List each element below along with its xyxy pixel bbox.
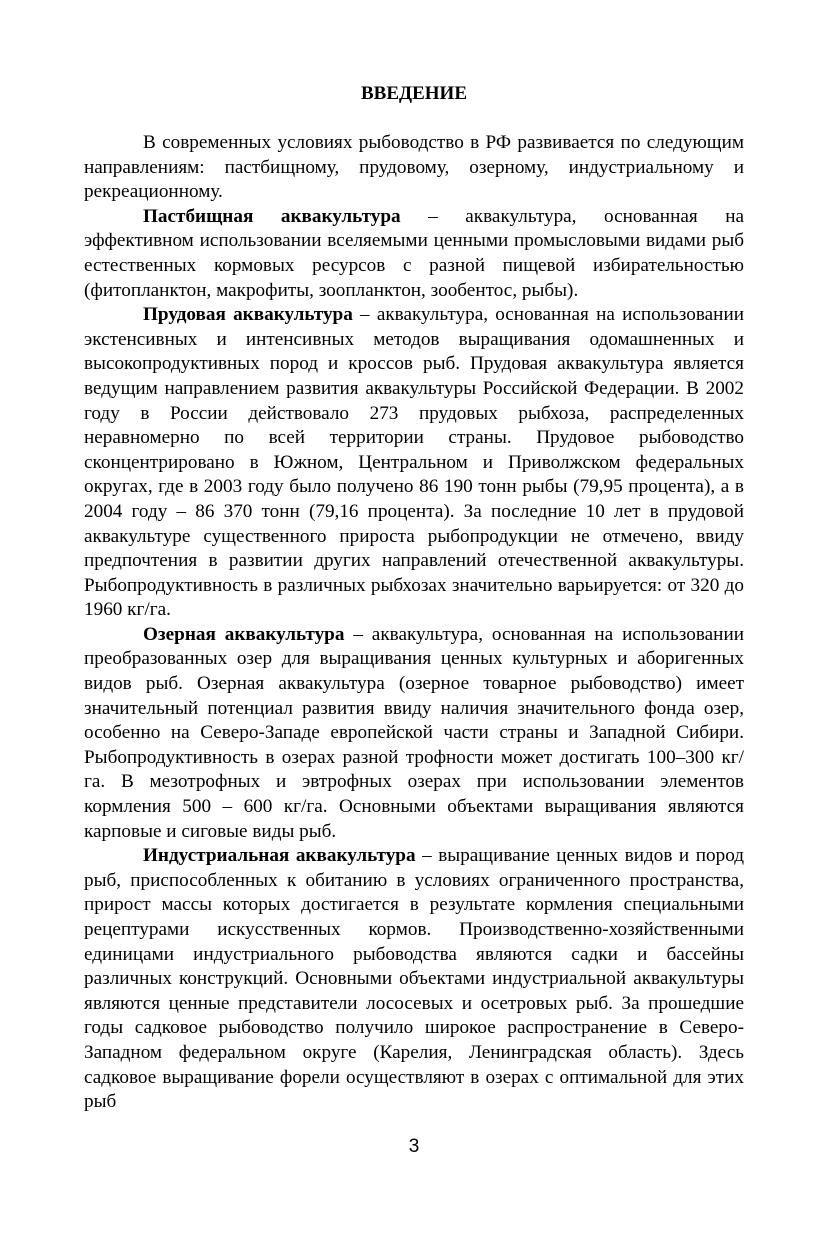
paragraph-lake-aquaculture [84,623,744,844]
paragraph-text: – аквакультура, основанная на использовании преобразованных озер для выращивания ценных культурных и аборигенных видов рыб. Озерная аквакультура (озерное товарное рыбоводство) имеет значительный потенциал развития ввиду наличия значительного фонда озер, особенно на Северо-Западе европейской части страны и Западной Сибири. Рыбопродуктивность в озерах разной трофности может достигать 100–300 кг/га. В мезотрофных и эвтрофных озерах при использовании элементов кормления 500 – 600 кг/га. Основными объектами выращивания являются карповые и сиговые виды рыб. [84,623,744,842]
paragraph-text: В современных условиях рыбоводство в РФ развивается по следующим направлениям: пастбищному, прудовому, озерному, индустриальному и рекреационному. [84,132,744,203]
paragraph-pasture-aquaculture [84,205,744,303]
paragraph-text: – аквакультура, основанная на использовании экстенсивных и интенсивных методов выращивания одомашненных и высокопродуктивных пород и кроссов рыб. Прудовая аквакультура является ведущим направлением развития аквакультуры Российской Федерации. В 2002 году в России действовало 273 прудовых рыбхоза, распределенных неравномерно по всей территории страны. Прудовое рыбоводство сконцентрировано в Южном, Центральном и Приволжском федеральных округах, где в 2003 году было получено 86 190 тонн рыбы (79,95 процента), а в 2004 году – 86 370 тонн (79,16 процента). За последние 10 лет в прудовой аквакультуре существенного прироста рыбопродукции не отмечено, ввиду предпочтения в развитии других направлений отечественной аквакультуры. Рыбопродуктивность в различных рыбхозах значительно варьируется: от 320 до 1960 кг/га. [84,304,744,621]
paragraph-text: – аквакультура, основанная на эффективном использовании вселяемыми ценными промысловыми видами рыб естественных кормовых ресурсов с разной пищевой избирательностью (фитопланктон, макрофиты, зоопланктон, зообентос, рыбы). [84,205,745,301]
paragraph-text: – выращивание ценных видов и пород рыб, приспособленных к обитанию в условиях ограниченного пространства, прирост массы которых достигается в результате кормления специальными рецептурами искусственных кормов. Производственно-хозяйственными единицами индустриального рыбоводства являются садки и бассейны различных конструкций. Основными объектами индустриальной аквакультуры являются ценные представители лососевых и осетровых рыб. За прошедшие годы садковое рыбоводство получило широкое распространение в Северо-Западном федеральном округе (Карелия, Ленинградская область). Здесь садковое выращивание форели осуществляют в озерах с оптимальной для этих рыб [84,845,744,1113]
paragraph-pond-aquaculture [84,303,744,623]
body-text [84,131,744,1115]
term-heading: Озерная аквакультура [143,623,345,645]
page-title: ВВЕДЕНИЕ [361,83,467,104]
page-number: 3 [408,1136,420,1157]
term-heading: Пастбищная аквакультура [143,205,401,227]
paragraph-intro [84,131,744,205]
paragraph-industrial-aquaculture [84,844,744,1115]
term-heading: Индустриальная аквакультура [143,845,416,867]
term-heading: Прудовая аквакультура [143,304,353,326]
